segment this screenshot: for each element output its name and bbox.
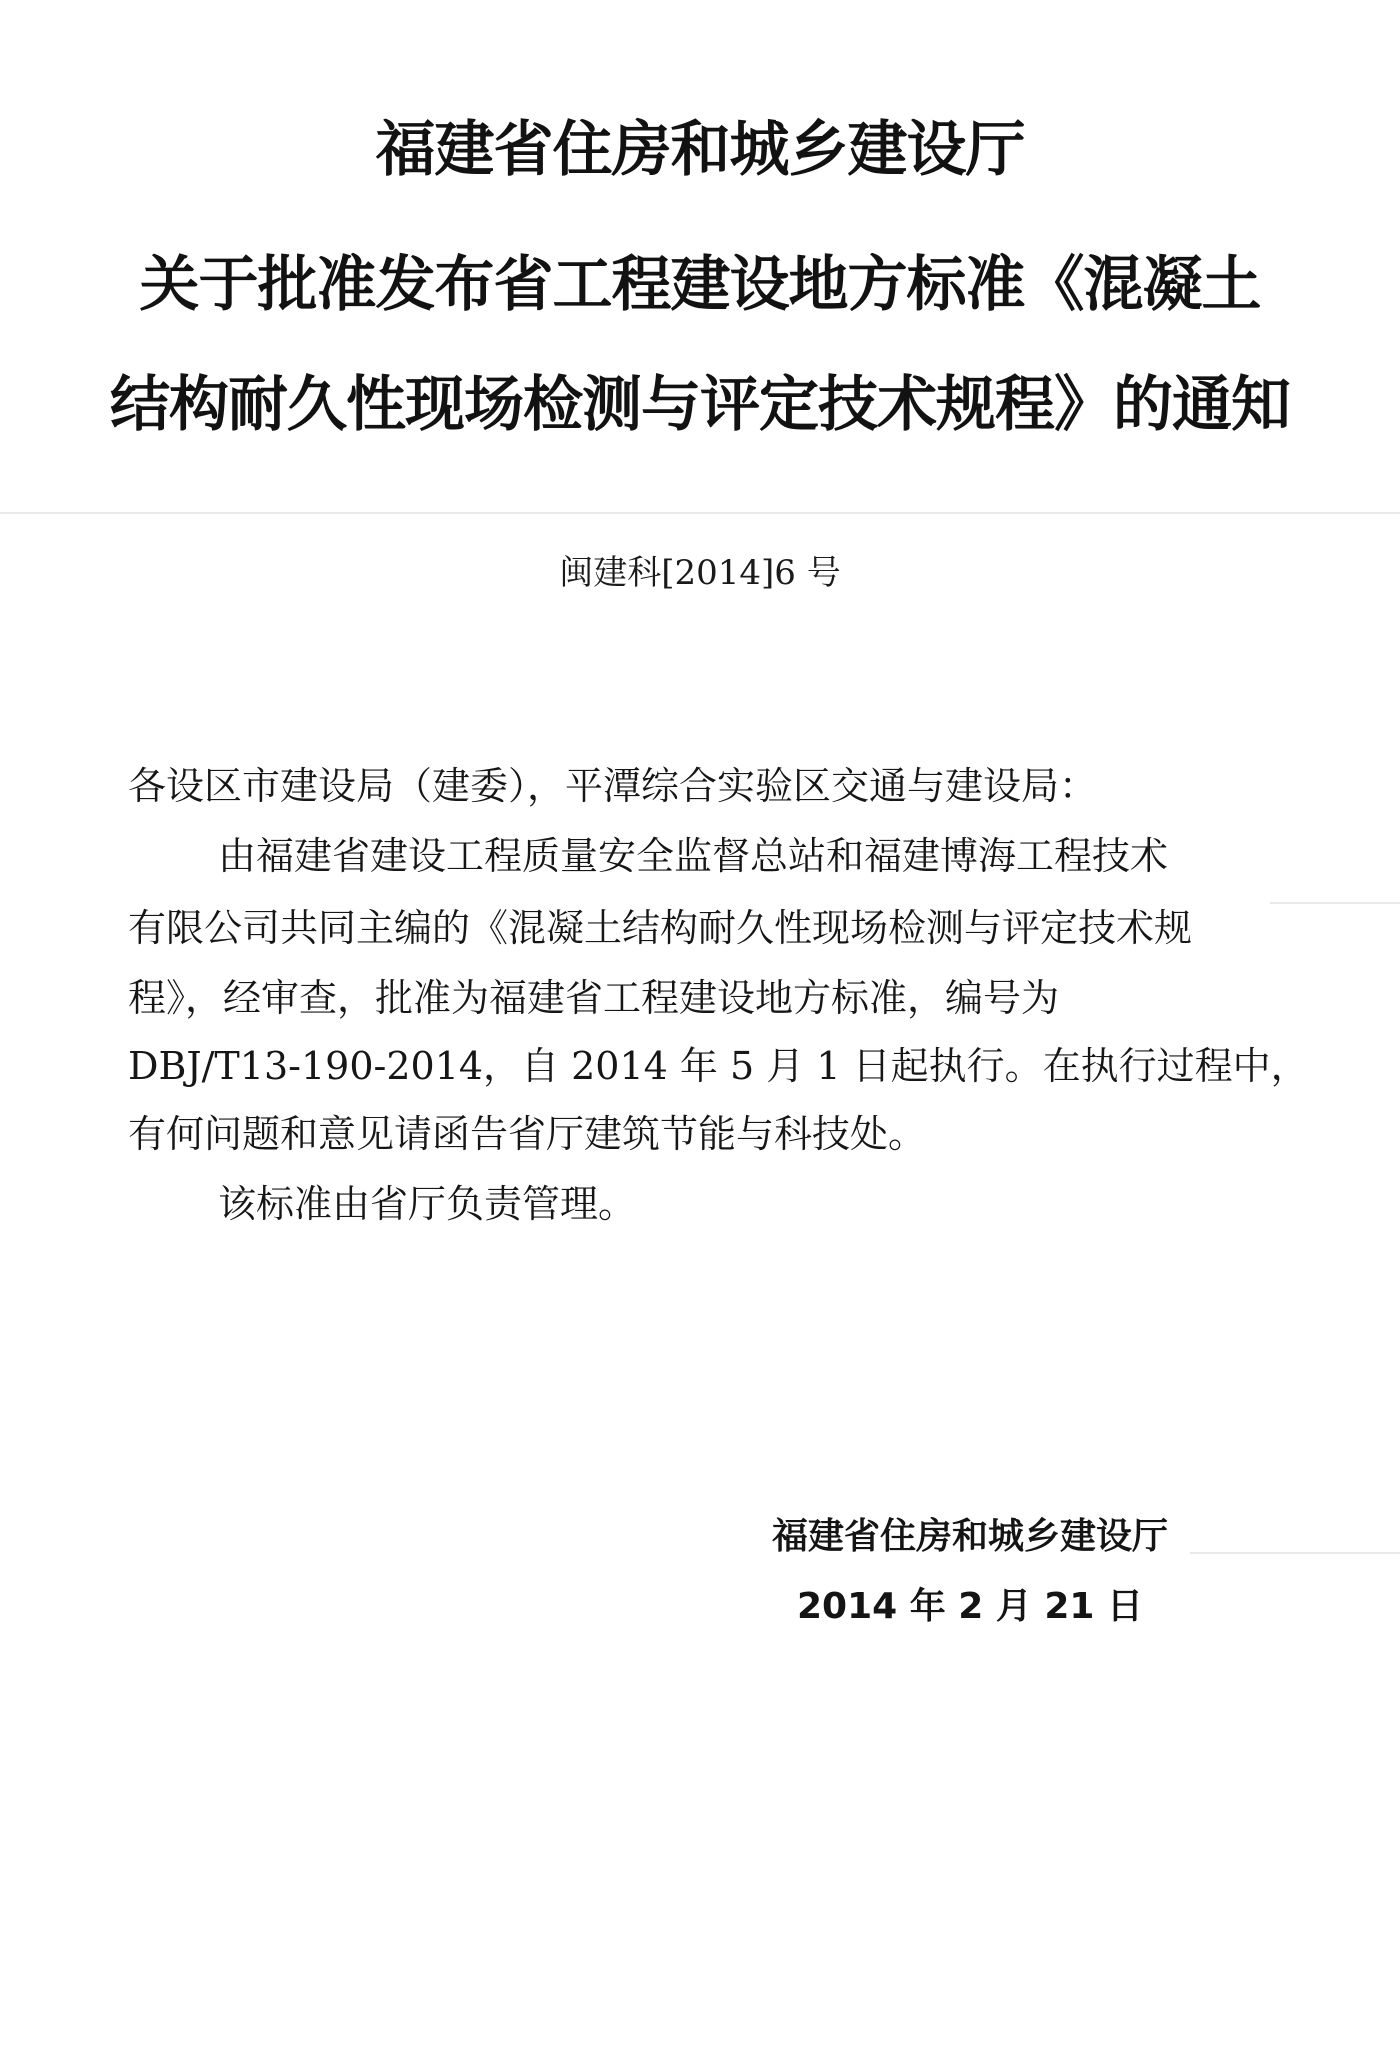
paragraph-1-line-3: 程》，经审查，批准为福建省工程建设地方标准，编号为	[128, 976, 1060, 1020]
scan-artifact-line	[1190, 1552, 1400, 1554]
document-number: 闽建科[2014]6 号	[559, 553, 841, 593]
title-line-3: 结构耐久性现场检测与评定技术规程》的通知	[110, 370, 1290, 440]
paragraph-2: 该标准由省厅负责管理。	[218, 1182, 637, 1226]
title-line-2: 关于批准发布省工程建设地方标准《混凝土	[139, 250, 1261, 320]
scan-artifact-line	[1270, 902, 1400, 904]
signature-date: 2014 年 2 月 21 日	[796, 1586, 1143, 1627]
salutation: 各设区市建设局（建委），平潭综合实验区交通与建设局：	[128, 764, 1098, 808]
signature-organization: 福建省住房和城乡建设厅	[771, 1516, 1168, 1557]
paragraph-1-line-1: 由福建省建设工程质量安全监督总站和福建博海工程技术	[218, 834, 1169, 878]
paragraph-1-line-5: 有何问题和意见请函告省厅建筑节能与科技处。	[128, 1112, 927, 1156]
paragraph-1-line-4: DBJ/T13-190-2014，自 2014 年 5 月 1 日起执行。在执行过程中，	[128, 1044, 1309, 1088]
paragraph-1-line-2: 有限公司共同主编的《混凝土结构耐久性现场检测与评定技术规	[128, 906, 1193, 950]
title-line-1: 福建省住房和城乡建设厅	[375, 115, 1025, 185]
scan-artifact-line	[0, 512, 1400, 514]
